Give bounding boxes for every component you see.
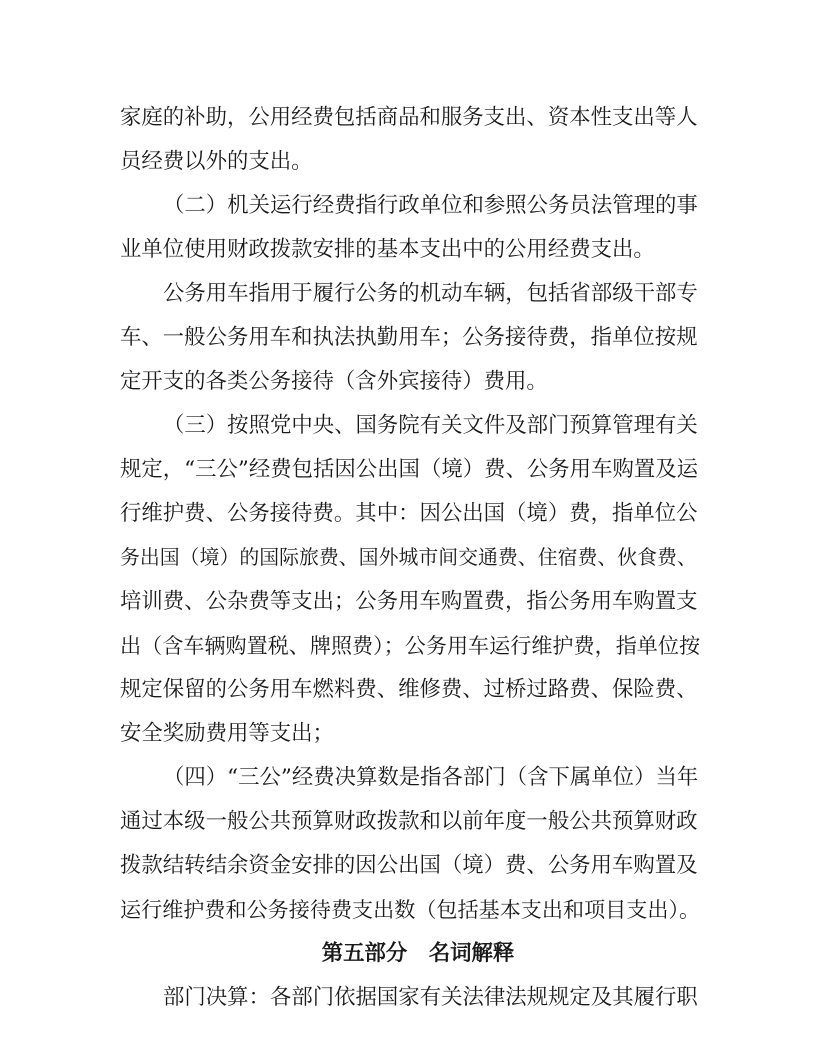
text-line: 出（含车辆购置税、牌照费）；公务用车运行维护费，指单位按	[120, 633, 701, 658]
text-line: 规定保留的公务用车燃料费、维修费、过桥过路费、保险费、	[120, 677, 698, 702]
text-line: 定开支的各类公务接待（含外宾接待）费用。	[120, 369, 548, 394]
text-line: 部门决算：各部门依据国家有关法律法规规定及其履行职	[163, 985, 698, 1010]
text-line: 车、一般公务用车和执法执勤用车；公务接待费，指单位按规	[120, 325, 698, 350]
text-line: （三）按照党中央、国务院有关文件及部门预算管理有关	[163, 413, 698, 438]
text-line: 通过本级一般公共预算财政拨款和以前年度一般公共预算财政	[120, 809, 698, 834]
text-line: （四）“三公”经费决算数是指各部门（含下属单位）当年	[163, 765, 699, 790]
text-line: 运行维护费和公务接待费支出数（包括基本支出和项目支出）。	[120, 897, 701, 922]
text-line: 规定，“三公”经费包括因公出国（境）费、公务用车购置及运	[120, 457, 699, 482]
text-line: （二）机关运行经费指行政单位和参照公务员法管理的事	[163, 193, 698, 218]
text-line: 务出国（境）的国际旅费、国外城市间交通费、住宿费、伙食费、	[120, 546, 697, 569]
text-line: 行维护费、公务接待费。其中：因公出国（境）费，指单位公	[120, 501, 698, 526]
text-line: 安全奖励费用等支出；	[120, 721, 334, 746]
text-line: 培训费、公杂费等支出；公务用车购置费，指公务用车购置支	[120, 589, 698, 614]
text-line: 业单位使用财政拨款安排的基本支出中的公用经费支出。	[120, 237, 655, 262]
text-line: 公务用车指用于履行公务的机动车辆，包括省部级干部专	[163, 281, 698, 306]
text-line: 家庭的补助，公用经费包括商品和服务支出、资本性支出等人	[120, 105, 698, 130]
section-heading: 第五部分 名词解释	[321, 941, 515, 966]
body-text	[120, 96, 700, 1020]
text-line: 员经费以外的支出。	[120, 149, 313, 174]
text-line: 拨款结转结余资金安排的因公出国（境）费、公务用车购置及	[120, 853, 698, 878]
